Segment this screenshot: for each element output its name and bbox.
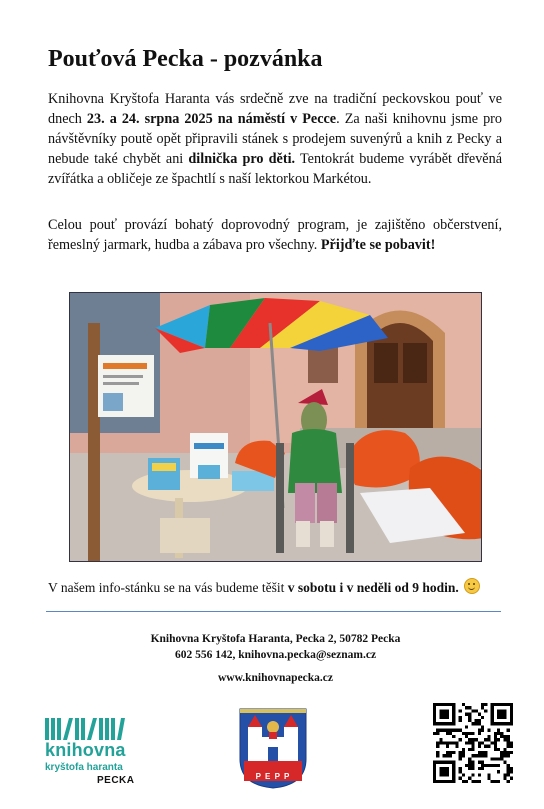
coat-of-arms-icon — [238, 707, 308, 789]
program-paragraph — [48, 215, 502, 255]
stand-photo — [69, 292, 482, 562]
event-date: 23. a 24. srpna 2025 na náměstí v Pecce — [86, 111, 337, 127]
library-logo-line1: knihovna — [45, 740, 126, 760]
divider — [46, 611, 501, 612]
info-text: V našem info-stánku se na vás budeme těšit — [48, 580, 288, 595]
smiley-icon — [464, 578, 480, 594]
page-title: Pouťová Pecka - pozvánka — [48, 46, 323, 72]
library-logo-line3: PECKA — [97, 775, 135, 786]
footer-web: www.knihovnapecka.cz — [217, 672, 334, 684]
footer-contact: 602 556 142, knihovna.pecka@seznam.cz — [174, 649, 377, 661]
qr-code — [433, 703, 513, 783]
intro-text-2: . Za naši knihovnu jsme pro návštěvníky poutě opět připravili stánek s prodejem suvenýrů a knih z Pecky a nebude také chybět ani — [48, 111, 502, 167]
kids-workshop: dilnička pro děti. — [188, 151, 296, 167]
library-logo — [45, 716, 145, 786]
intro-text-3: Tentokrát budeme vyrábět dřevěná zvířátka a obličeje ze špachtlí s naší lektorkou Markétou. — [48, 151, 502, 187]
program-text: Celou pouť provází bohatý doprovodný program, je zajištěno občerstvení, řemeslný jarmark, hudba a zábava pro všechny. — [48, 217, 502, 253]
info-stand-note — [48, 578, 508, 597]
library-logo-line2: kryštofa haranta — [45, 762, 123, 773]
opening-hours: v sobotu i v neděli od 9 hodin. — [287, 580, 459, 595]
intro-text-1: Knihovna Kryštofa Haranta vás srdečně zve na tradiční peckovskou pouť ve dnech — [48, 91, 502, 127]
invitation-cta: Přijďte se pobavit! — [320, 237, 436, 253]
footer-address: Knihovna Kryštofa Haranta, Pecka 2, 50782 Pecka — [150, 633, 401, 645]
intro-paragraph — [48, 89, 502, 189]
coat-of-arms-lettering: P E P P — [255, 772, 291, 781]
books-icon — [45, 718, 127, 740]
